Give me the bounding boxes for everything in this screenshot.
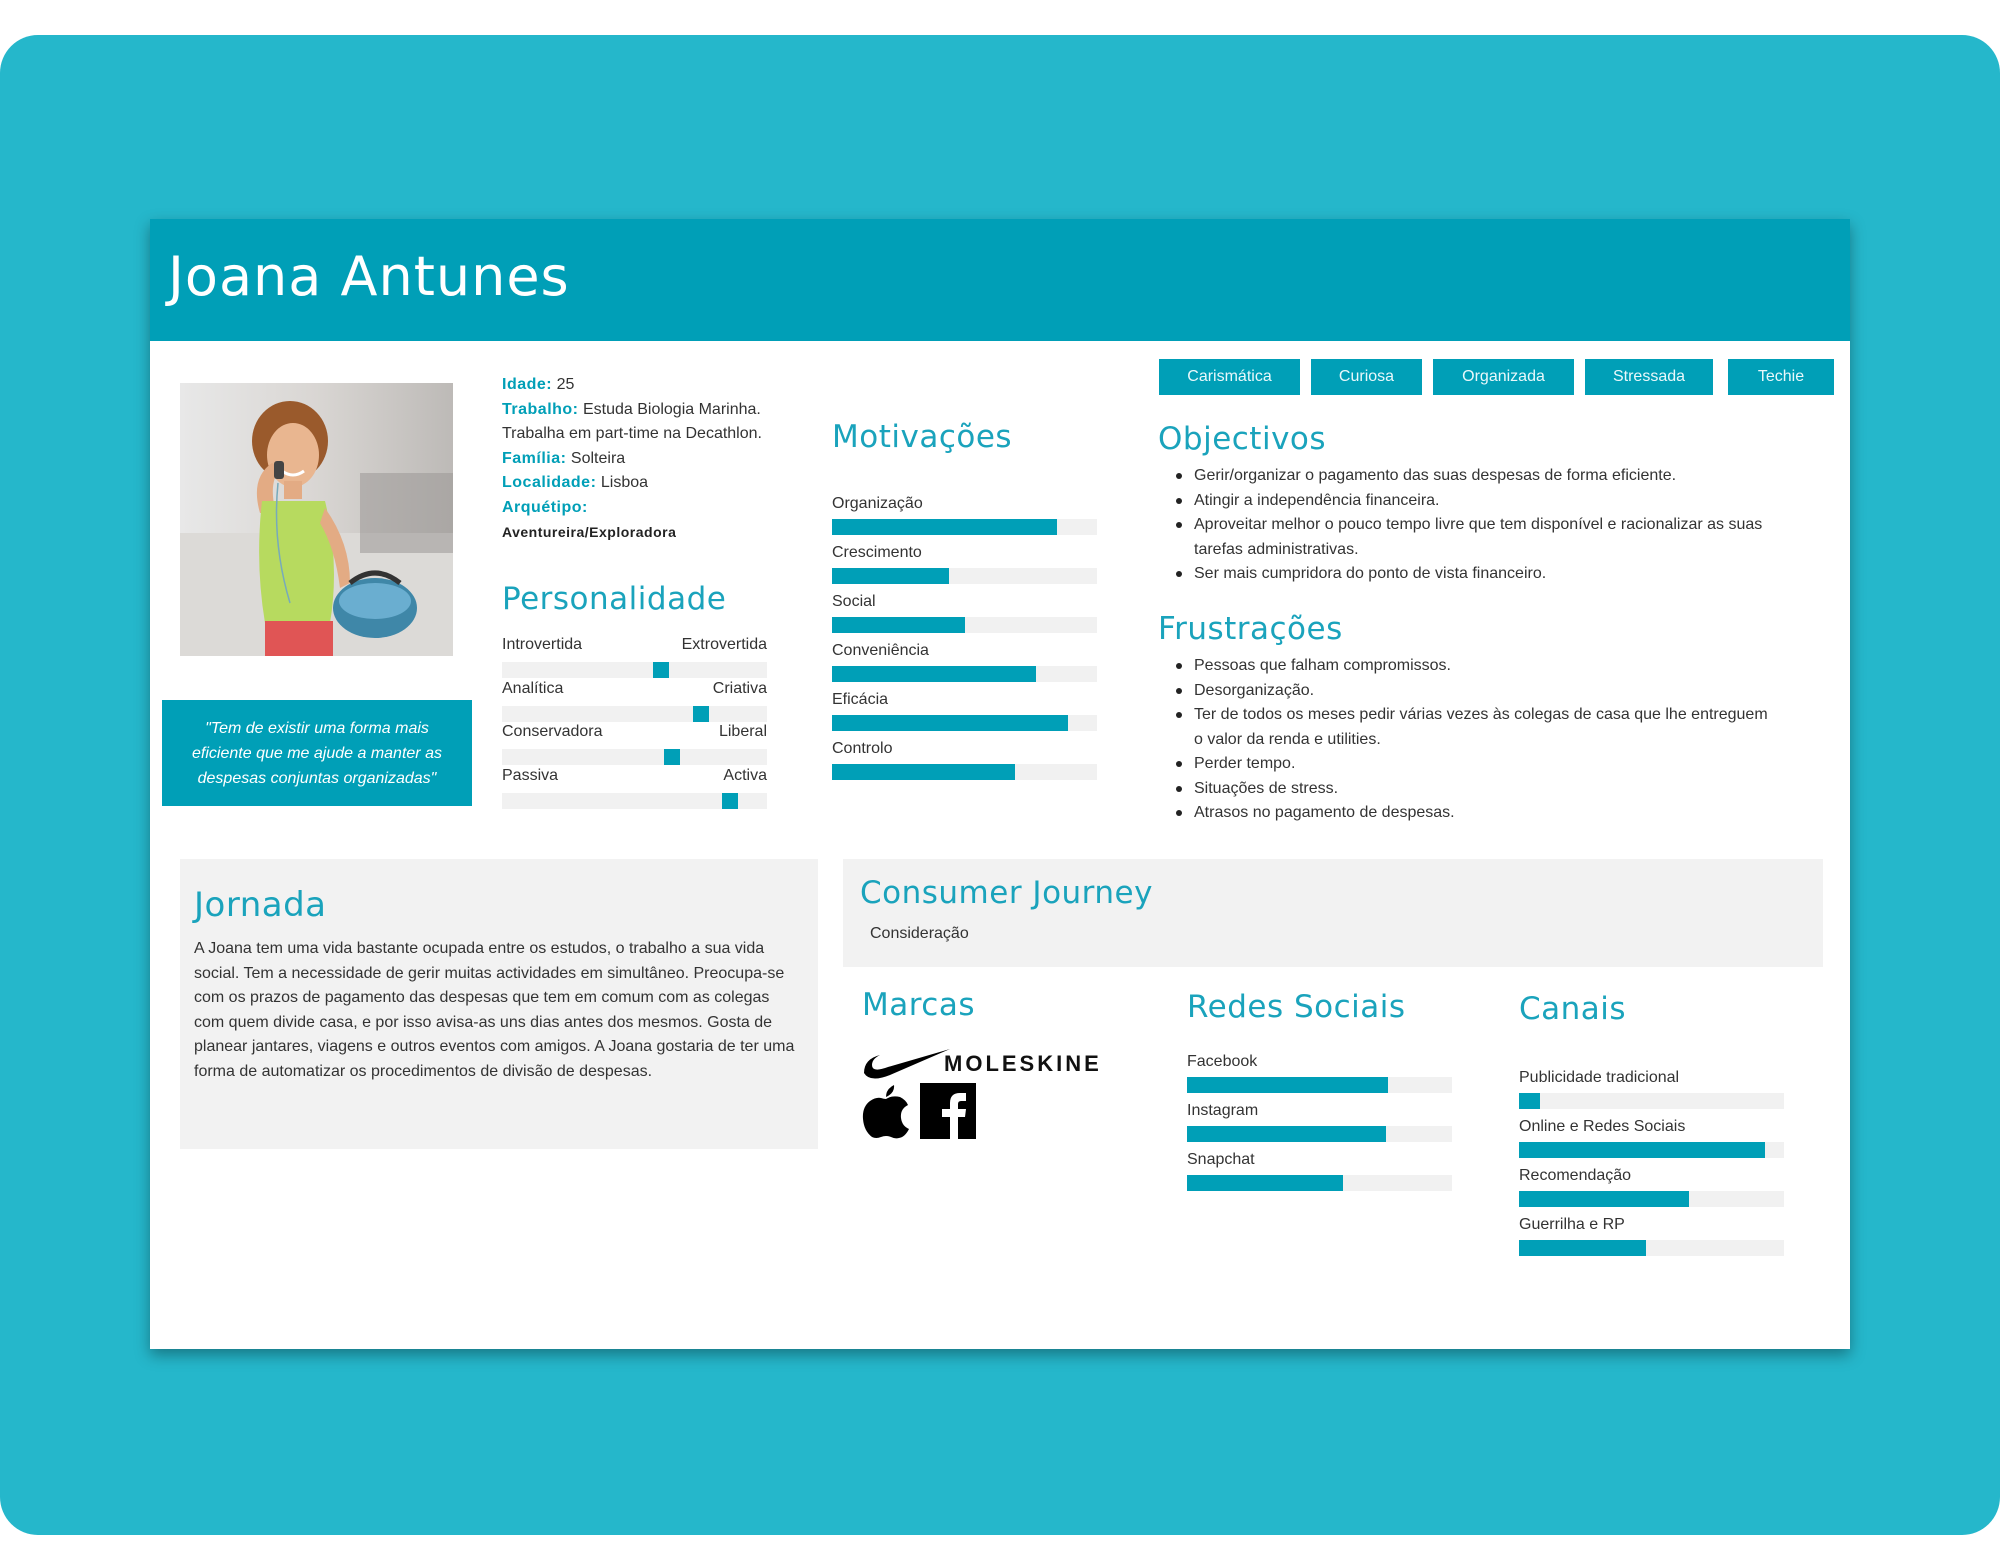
bar-item bbox=[1519, 1069, 1784, 1109]
bar-track bbox=[1519, 1191, 1784, 1207]
trabalho-value: Estuda Biologia Marinha. bbox=[582, 400, 761, 418]
slider-thumb bbox=[722, 793, 738, 809]
slider-thumb bbox=[653, 662, 669, 678]
slider-right-label: Activa bbox=[723, 766, 767, 784]
list-item: Desorganização. bbox=[1194, 679, 1774, 704]
slider-labels bbox=[502, 723, 767, 741]
personality-slider bbox=[502, 723, 767, 765]
info-arquetipo bbox=[502, 496, 802, 521]
bar-label: Social bbox=[832, 593, 876, 610]
bar-item bbox=[1519, 1118, 1784, 1158]
bar-fill bbox=[1519, 1142, 1765, 1158]
arquetipo-label: Arquétipo: bbox=[502, 498, 588, 516]
jornada-text: A Joana tem uma vida bastante ocupada entre os estudos, o trabalho a sua vida social. Tem a necessidade de gerir muitas actividades em simultâneo. Preocupa-se com os prazos de pagamento das despesas que tem em comum com as colegas com quem divide casa, e por isso avisa-as uns dias antes dos mesmos. Gosta de planear jantares, viagens e outros eventos com amigos. A Joana gostaria de ter uma forma de automatizar os procedimentos de divisão de despesas. bbox=[194, 940, 795, 1080]
slider-labels bbox=[502, 767, 767, 785]
info-trabalho bbox=[502, 398, 802, 423]
bar-item bbox=[832, 495, 1097, 535]
list-item: Ter de todos os meses pedir várias vezes às colegas de casa que lhe entreguem o valor da renda e utilities. bbox=[1194, 703, 1774, 752]
bar-fill bbox=[832, 764, 1015, 780]
list-item: Atrasos no pagamento de despesas. bbox=[1194, 801, 1774, 826]
slider-track bbox=[502, 662, 767, 678]
bar-item bbox=[1187, 1102, 1452, 1142]
apple-icon bbox=[862, 1085, 910, 1139]
bar-label: Controlo bbox=[832, 740, 893, 757]
localidade-label: Localidade: bbox=[502, 474, 597, 491]
facebook-icon bbox=[920, 1083, 976, 1139]
bar-track bbox=[1519, 1240, 1784, 1256]
personality-slider bbox=[502, 767, 767, 809]
bar-track bbox=[1187, 1077, 1452, 1093]
list-item: Pessoas que falham compromissos. bbox=[1194, 654, 1774, 679]
slider-thumb bbox=[693, 706, 709, 722]
canais-title: Canais bbox=[1519, 991, 1627, 1027]
objectivos-title: Objectivos bbox=[1158, 421, 1327, 457]
slider-labels bbox=[502, 636, 767, 654]
info-familia bbox=[502, 447, 802, 472]
jornada-title: Jornada bbox=[194, 885, 327, 925]
nike-icon bbox=[862, 1047, 952, 1083]
bar-label: Snapchat bbox=[1187, 1151, 1255, 1168]
info-idade bbox=[502, 373, 802, 398]
marcas-title: Marcas bbox=[862, 987, 975, 1023]
marcas-logos bbox=[862, 1047, 1142, 1147]
quote-text: "Tem de existir uma forma mais eficiente que me ajude a manter as despesas conjuntas organizadas" bbox=[192, 719, 442, 787]
familia-value: Solteira bbox=[570, 449, 626, 467]
personalidade-title: Personalidade bbox=[502, 581, 727, 617]
bar-label: Crescimento bbox=[832, 544, 922, 561]
persona-name: Joana Antunes bbox=[168, 245, 570, 308]
frustracoes-title: Frustrações bbox=[1158, 611, 1343, 647]
trabalho-value-2: Trabalha em part-time na Decathlon. bbox=[502, 425, 762, 442]
bar-item bbox=[1187, 1151, 1452, 1191]
tag-0: Carismática bbox=[1159, 359, 1300, 395]
persona-quote bbox=[162, 700, 472, 806]
slider-left-label: Analítica bbox=[502, 679, 564, 697]
persona-header bbox=[150, 219, 1850, 341]
bar-track bbox=[832, 715, 1097, 731]
persona-info bbox=[502, 373, 802, 545]
bar-item bbox=[832, 740, 1097, 780]
list-item: Aproveitar melhor o pouco tempo livre que tem disponível e racionalizar as suas tarefas administrativas. bbox=[1194, 513, 1794, 562]
bar-label: Conveniência bbox=[832, 642, 929, 659]
slider-track bbox=[502, 793, 767, 809]
bar-fill bbox=[1519, 1191, 1689, 1207]
bar-label: Recomendação bbox=[1519, 1167, 1632, 1184]
bar-fill bbox=[1519, 1240, 1646, 1256]
jornada-panel bbox=[180, 859, 818, 1149]
bar-label: Guerrilha e RP bbox=[1519, 1216, 1625, 1233]
motivacoes-title: Motivações bbox=[832, 419, 1013, 455]
personality-slider bbox=[502, 680, 767, 722]
bar-label: Facebook bbox=[1187, 1053, 1258, 1070]
localidade-value: Lisboa bbox=[600, 474, 649, 491]
bar-fill bbox=[832, 519, 1057, 535]
bar-fill bbox=[1187, 1077, 1388, 1093]
bar-fill bbox=[832, 568, 949, 584]
slider-left-label: Conservadora bbox=[502, 723, 603, 740]
slider-left-label: Introvertida bbox=[502, 636, 583, 653]
slider-right-label: Criativa bbox=[712, 679, 767, 697]
bar-item bbox=[1519, 1216, 1784, 1256]
arquetipo-value: Aventureira/Exploradora bbox=[502, 524, 677, 540]
slider-right-label: Liberal bbox=[718, 723, 767, 740]
bar-label: Publicidade tradicional bbox=[1519, 1069, 1680, 1086]
redes-sociais-title: Redes Sociais bbox=[1187, 989, 1406, 1025]
bar-track bbox=[832, 666, 1097, 682]
bar-fill bbox=[832, 715, 1068, 731]
bar-track bbox=[1187, 1175, 1452, 1191]
bar-fill bbox=[1187, 1126, 1386, 1142]
bar-item bbox=[1187, 1053, 1452, 1093]
bar-item bbox=[1519, 1167, 1784, 1207]
persona-card bbox=[150, 219, 1850, 1349]
info-localidade bbox=[502, 471, 802, 496]
bar-track bbox=[832, 519, 1097, 535]
bar-item bbox=[832, 691, 1097, 731]
bar-label: Instagram bbox=[1187, 1102, 1259, 1119]
list-item: Ser mais cumpridora do ponto de vista financeiro. bbox=[1194, 562, 1794, 587]
bar-fill bbox=[1519, 1093, 1540, 1109]
bar-label: Online e Redes Sociais bbox=[1519, 1118, 1686, 1135]
slider-thumb bbox=[664, 749, 680, 765]
bar-item bbox=[832, 593, 1097, 633]
idade-label: Idade: bbox=[502, 376, 553, 393]
bar-item bbox=[832, 544, 1097, 584]
frustracoes-list bbox=[1176, 654, 1774, 826]
slider-right-label: Extrovertida bbox=[681, 636, 767, 653]
slider-track bbox=[502, 749, 767, 765]
bar-track bbox=[832, 568, 1097, 584]
list-item: Gerir/organizar o pagamento das suas despesas de forma eficiente. bbox=[1194, 464, 1794, 489]
tag-4: Techie bbox=[1728, 359, 1834, 395]
bar-fill bbox=[832, 666, 1036, 682]
slider-labels bbox=[502, 680, 767, 698]
slider-track bbox=[502, 706, 767, 722]
bar-fill bbox=[832, 617, 965, 633]
consumer-journey-title: Consumer Journey bbox=[860, 875, 1153, 911]
list-item: Perder tempo. bbox=[1194, 752, 1774, 777]
consumer-journey-panel bbox=[843, 859, 1823, 967]
personality-slider bbox=[502, 636, 767, 678]
bar-label: Eficácia bbox=[832, 691, 889, 708]
bar-track bbox=[1187, 1126, 1452, 1142]
bar-track bbox=[1519, 1093, 1784, 1109]
bar-track bbox=[1519, 1142, 1784, 1158]
familia-label: Família: bbox=[502, 449, 567, 467]
objectivos-list bbox=[1176, 464, 1794, 587]
persona-photo bbox=[180, 383, 453, 656]
bar-item bbox=[832, 642, 1097, 682]
bar-fill bbox=[1187, 1175, 1343, 1191]
consumer-journey-stage: Consideração bbox=[870, 925, 969, 942]
trabalho-label: Trabalho: bbox=[502, 400, 579, 418]
idade-value: 25 bbox=[556, 376, 575, 393]
bar-track bbox=[832, 764, 1097, 780]
tag-1: Curiosa bbox=[1311, 359, 1422, 395]
list-item: Atingir a independência financeira. bbox=[1194, 489, 1794, 514]
bar-label: Organização bbox=[832, 495, 923, 512]
tag-3: Stressada bbox=[1585, 359, 1713, 395]
bar-track bbox=[832, 617, 1097, 633]
tag-2: Organizada bbox=[1433, 359, 1574, 395]
list-item: Situações de stress. bbox=[1194, 777, 1774, 802]
moleskine-logo: MOLESKINE bbox=[944, 1051, 1102, 1076]
slider-left-label: Passiva bbox=[502, 766, 559, 784]
